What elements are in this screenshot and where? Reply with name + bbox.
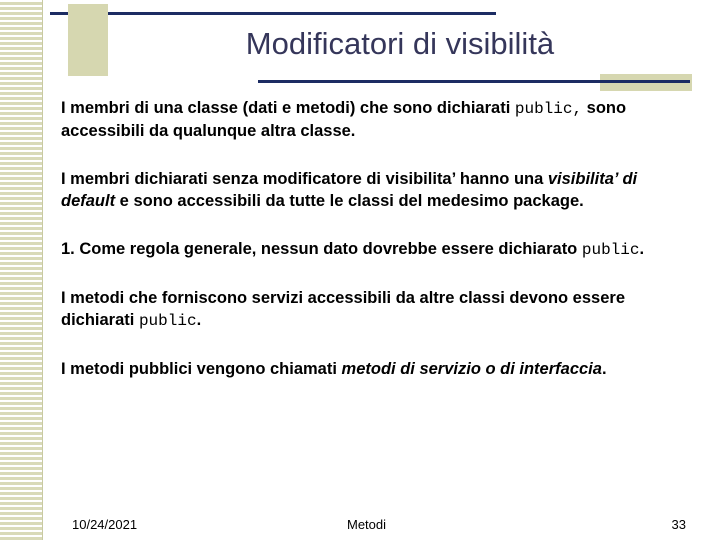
body-paragraph bbox=[61, 238, 691, 261]
title-accent-block bbox=[68, 4, 108, 76]
code-keyword: public bbox=[581, 241, 640, 259]
title-rule-bottom bbox=[258, 80, 690, 83]
paragraph-text: I metodi pubblici vengono chiamati bbox=[61, 360, 342, 378]
paragraph-text: I metodi che forniscono servizi accessibili da altre classi devono essere dichiarati bbox=[61, 289, 625, 329]
code-keyword: public, bbox=[514, 100, 583, 118]
paragraph-text: sono accessibili da qualunque altra classe. bbox=[61, 99, 627, 140]
emphasis-text: visibilita’ di default bbox=[61, 170, 638, 210]
paragraph-text: . bbox=[639, 240, 645, 258]
emphasis-text: metodi di servizio o di interfaccia bbox=[341, 360, 602, 378]
decorative-stripes bbox=[0, 0, 43, 540]
code-keyword: public bbox=[138, 312, 197, 330]
body-paragraph bbox=[61, 358, 691, 380]
footer-date: 10/24/2021 bbox=[72, 517, 138, 532]
paragraph-text: I membri dichiarati senza modificatore di visibilita’ hanno una bbox=[61, 170, 548, 188]
body-paragraph bbox=[61, 97, 691, 142]
body-paragraph bbox=[61, 168, 691, 212]
slide-body bbox=[61, 97, 691, 380]
paragraph-text: I membri di una classe (dati e metodi) che sono dichiarati bbox=[61, 99, 515, 117]
slide-title: Modificatori di visibilità bbox=[245, 26, 555, 61]
paragraph-text: 1. Come regola generale, nessun dato dovrebbe essere dichiarato bbox=[61, 240, 582, 258]
paragraph-text: . bbox=[601, 360, 607, 378]
paragraph-text: . bbox=[196, 311, 202, 329]
paragraph-text: e sono accessibili da tutte le classi del medesimo package. bbox=[115, 192, 584, 210]
footer-title: Metodi bbox=[347, 517, 387, 532]
body-paragraph bbox=[61, 287, 691, 332]
footer-page-number: 33 bbox=[671, 517, 686, 532]
title-rule-top bbox=[50, 12, 496, 15]
